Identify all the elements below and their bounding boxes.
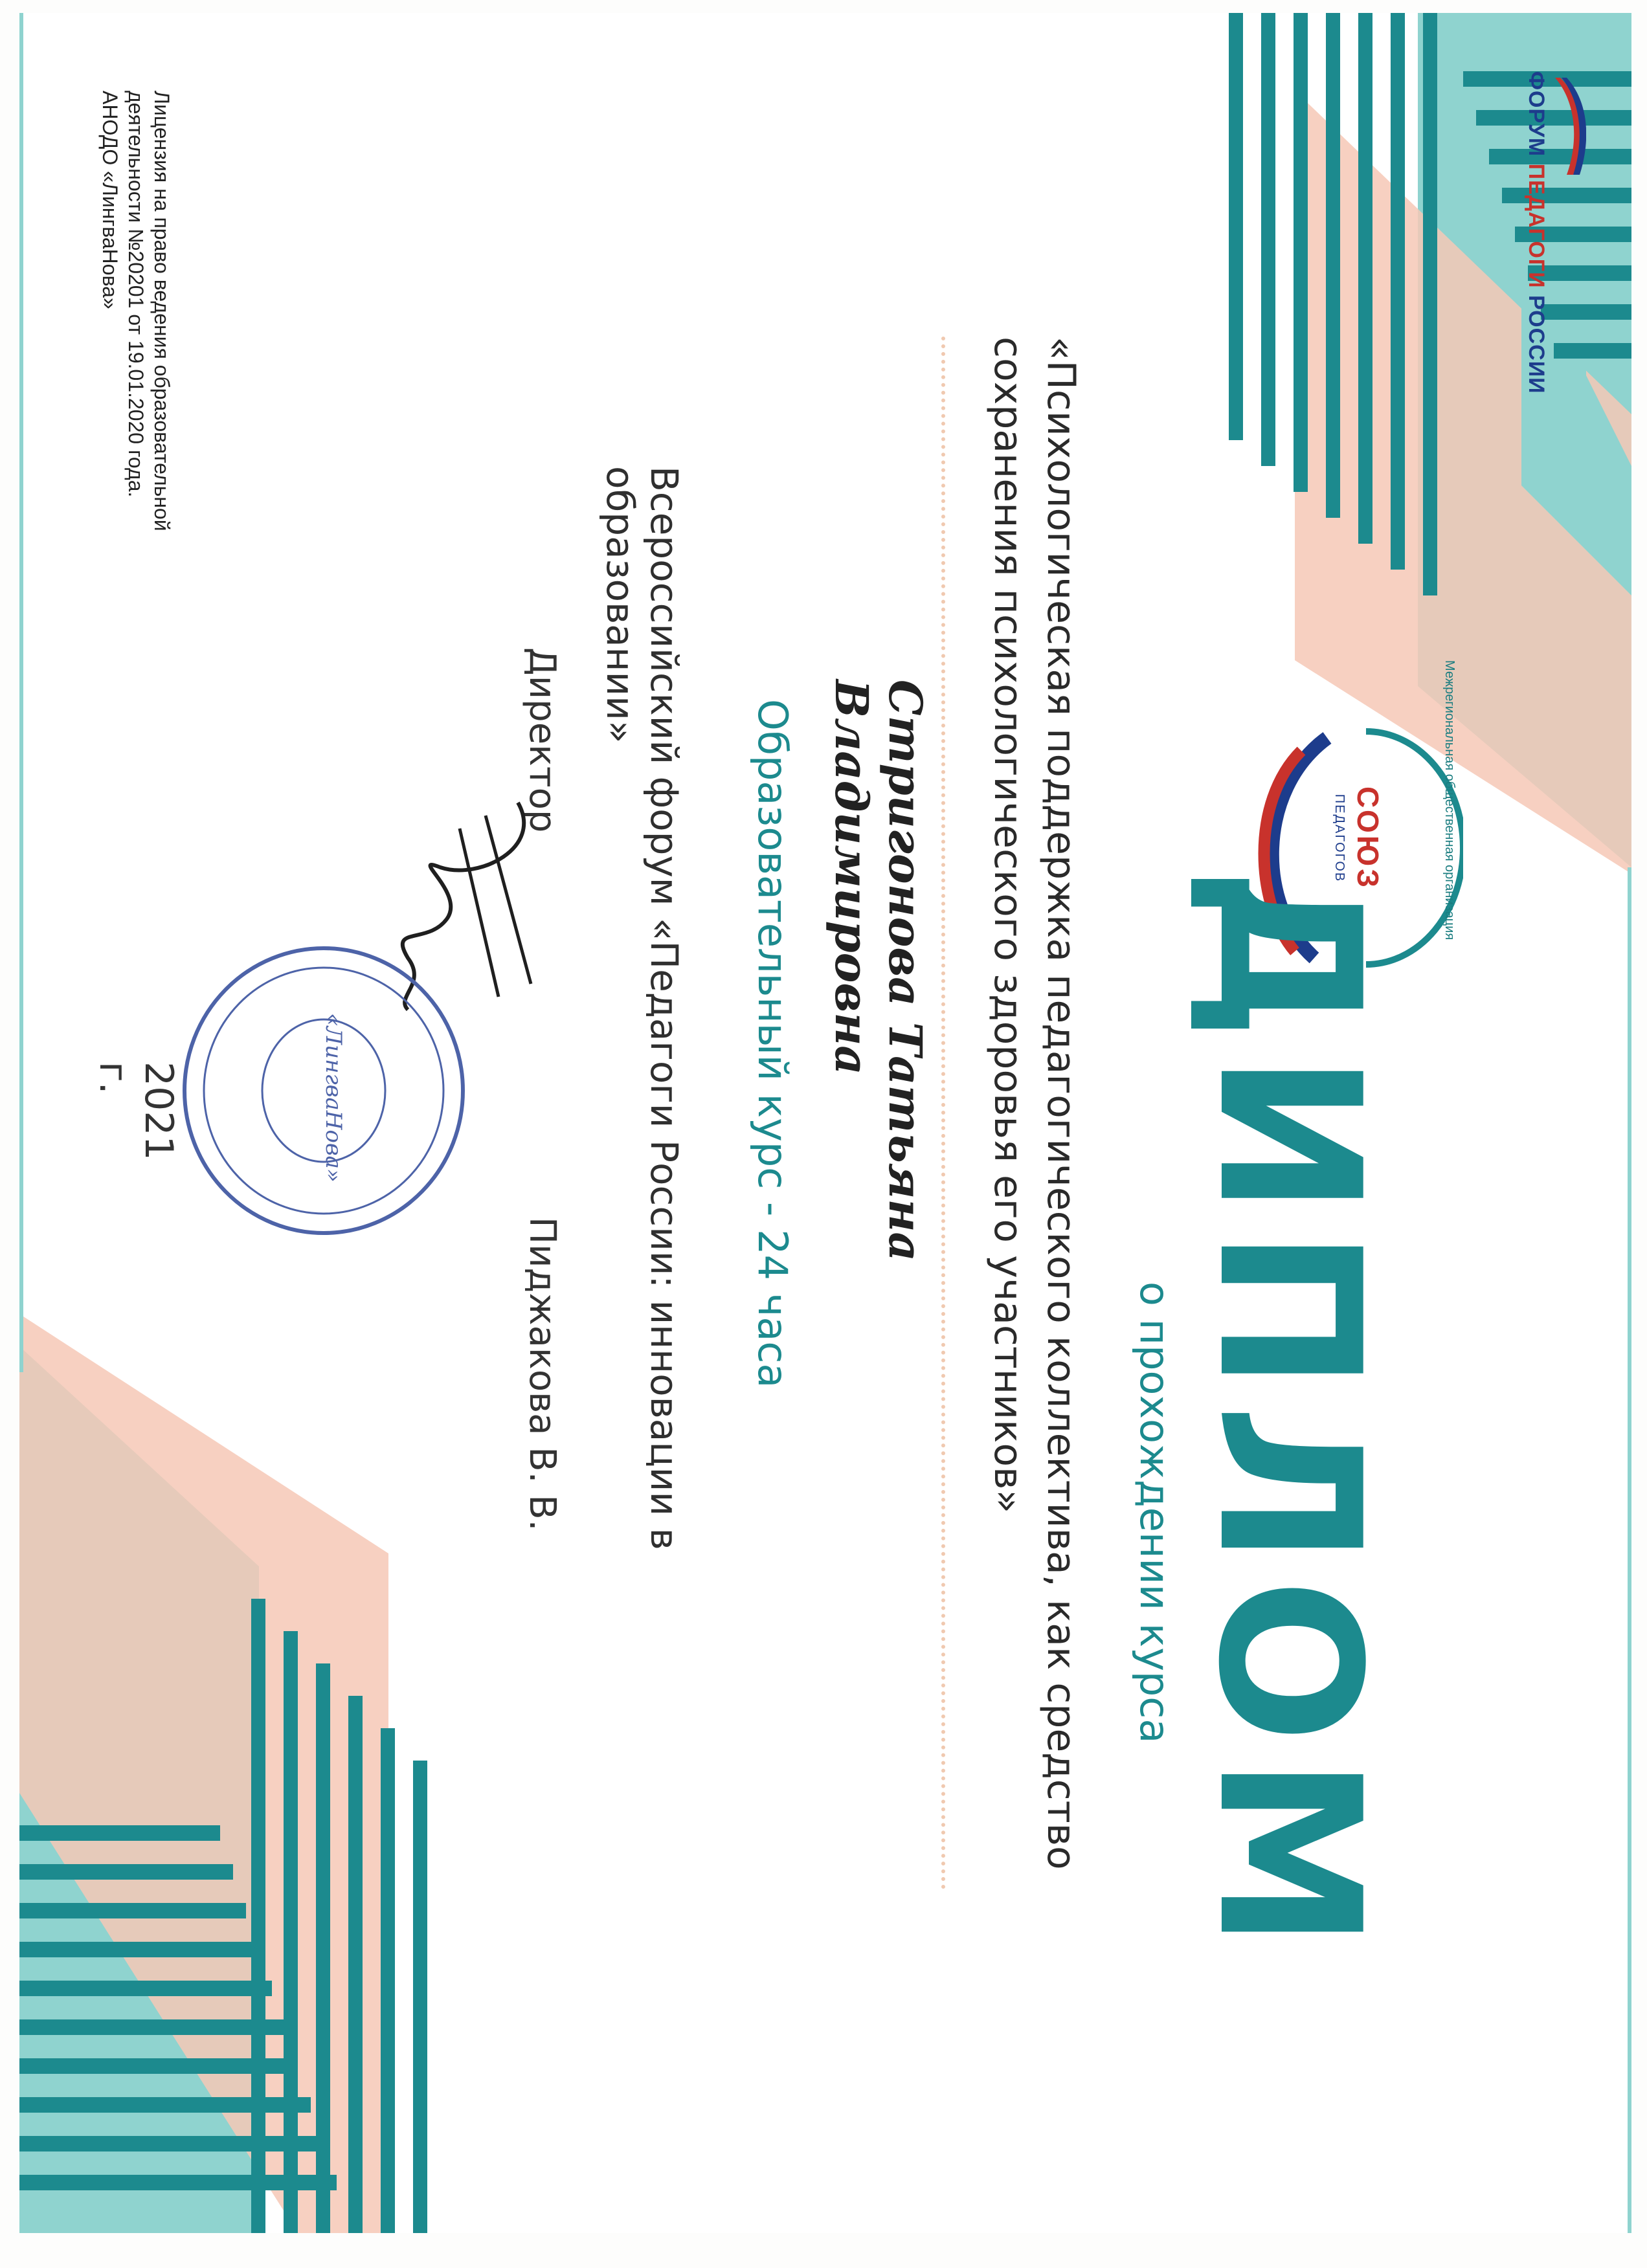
forum-logo-text: ФОРУМ ПЕДАГОГИ РОССИИ — [1524, 71, 1549, 394]
license-line-3: АНОДО «ЛингваНова» — [98, 91, 122, 309]
course-title: «Психологическая поддержка педагогического коллектива, как средство сохранения психологического здоровья его участников» — [985, 337, 1084, 1870]
union-subtitle: ПЕДАГОГОВ — [1332, 794, 1347, 883]
issue-year: 2021 г. — [91, 1062, 181, 1161]
license-line-1: Лицензия на право ведения образовательной — [150, 91, 174, 531]
diploma-subtitle: о прохождении курса — [1131, 1282, 1178, 1744]
forum-logo — [1496, 71, 1586, 434]
flag-icon — [1550, 71, 1586, 181]
director-name: Пиджакова В. В. — [521, 1217, 563, 1531]
forum-name: Всероссийский форум «Педагоги России: инновации в образовании» — [598, 466, 686, 1550]
union-ring-text: Межрегиональная общественная организация — [1442, 660, 1457, 940]
stamp-center-text: «ЛингваНова» — [320, 1013, 346, 1183]
course-type: Образовательный курс - 24 часа — [749, 699, 796, 1388]
recipient-name: Стригонова Татьяна Владимировна — [825, 680, 932, 1262]
license-note — [97, 91, 175, 673]
diploma-title: ДИПЛОМ — [1176, 867, 1402, 1963]
diploma-certificate — [19, 13, 1631, 2233]
license-line-2: деятельности №20201 от 19.01.2020 года. — [124, 91, 148, 498]
dotted-divider — [941, 337, 945, 1890]
union-title: СОЮЗ — [1351, 786, 1385, 891]
director-label: Директор — [521, 647, 563, 833]
